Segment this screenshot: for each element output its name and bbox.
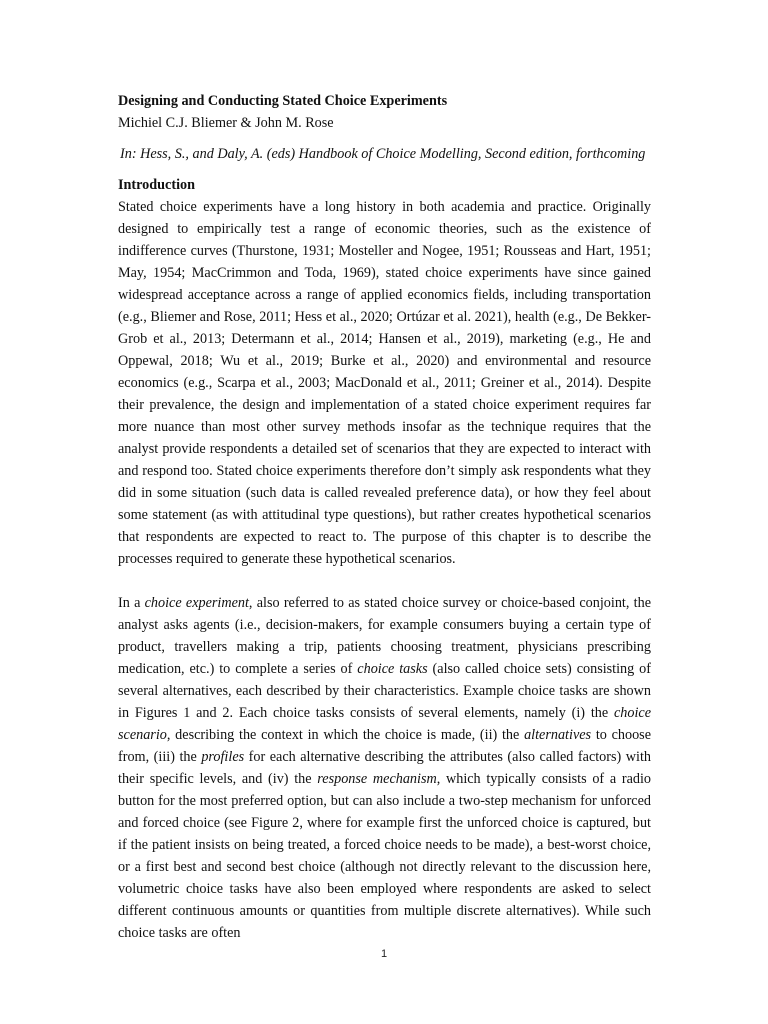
text-run: In a <box>118 595 145 611</box>
text-run: , describing the context in which the choice is made, (ii) the <box>166 727 525 743</box>
page-number: 1 <box>380 948 388 960</box>
text-run: for each alternative describing the attributes (also called factors) with their specific levels, and (iv) the <box>118 749 651 787</box>
body-text <box>118 196 651 944</box>
paragraph <box>118 592 651 944</box>
document-page <box>118 90 651 944</box>
italic-term: choice tasks <box>357 661 428 677</box>
text-run: Stated choice experiments have a long history in both academia and practice. Originally designed to empirically test a range of economic theories, such as the existence of indifference curves (Thurstone, 1931; Mosteller and Nogee, 1951; Rousseas and Hart, 1951; May, 1954; MacCrimmon and Toda, 1969), stated choice experiments have since gained widespread acceptance across a range of applied economics fields, including transportation (e.g., Bliemer and Rose, 2011; Hess et al., 2020; Ortúzar et al. 2021), health (e.g., De Bekker-Grob et al., 2013; Determann et al., 2014; Hansen et al., 2019), marketing (e.g., He and Oppewal, 2018; Wu et al., 2019; Burke et al., 2020) and environmental and resource economics (e.g., Scarpa et al., 2003; MacDonald et al., 2011; Greiner et al., 2014). Despite their prevalence, the design and implementation of a stated choice experiment requires far more nuance than most other survey methods insofar as the technique requires that the analyst provide respondents a detailed set of scenarios that they are expected to interact with and respond too. Stated choice experiments therefore don’t simply ask respondents what they did in some situation (such data is called revealed preference data), or how they feel about some statement (as with attitudinal type questions), but rather creates hypothetical scenarios that respondents are expected to react to. The purpose of this chapter is to describe the processes required to generate these hypothetical scenarios. <box>118 199 651 567</box>
text-run: to choose from, (iii) the <box>118 727 651 765</box>
italic-term: alternatives <box>524 727 592 743</box>
italic-term: profiles <box>201 749 245 765</box>
italic-term: choice experiment <box>144 595 249 611</box>
document-title: Designing and Conducting Stated Choice Experiments <box>118 93 448 109</box>
text-run: (also called choice sets) consisting of several alternatives, each described by their characteristics. Example choice tasks are shown in Figures 1 and 2. Each choice tasks consists of several elements, namely (i) the <box>118 661 651 721</box>
text-run: , which typically consists of a radio button for the most preferred option, but can also include a two-step mechanism for unforced and forced choice (see Figure 2, where for example first the unforced choice is captured, but if the patient insists on being treated, a forced choice needs to be made), a best-worst choice, or a first best and second best choice (although not directly relevant to the discussion here, volumetric choice tasks have also been employed where respondents are asked to select different continuous amounts or quantities from multiple discrete alternatives). While such choice tasks are often <box>118 771 652 941</box>
document-authors: Michiel C.J. Bliemer & John M. Rose <box>118 115 334 131</box>
document-citation: In: Hess, S., and Daly, A. (eds) Handbook of Choice Modelling, Second edition, forthcoming <box>120 146 646 162</box>
text-run: , also referred to as stated choice survey or choice-based conjoint, the analyst asks agents (i.e., decision-makers, for example consumers buying a certain type of product, travellers making a trip, patients choosing treatment, physicians prescribing medication, etc.) to complete a series of <box>118 595 651 677</box>
paragraph <box>118 196 651 570</box>
italic-term: response mechanism <box>317 771 437 787</box>
italic-term: choice scenario <box>118 705 651 743</box>
section-heading: Introduction <box>118 177 195 193</box>
